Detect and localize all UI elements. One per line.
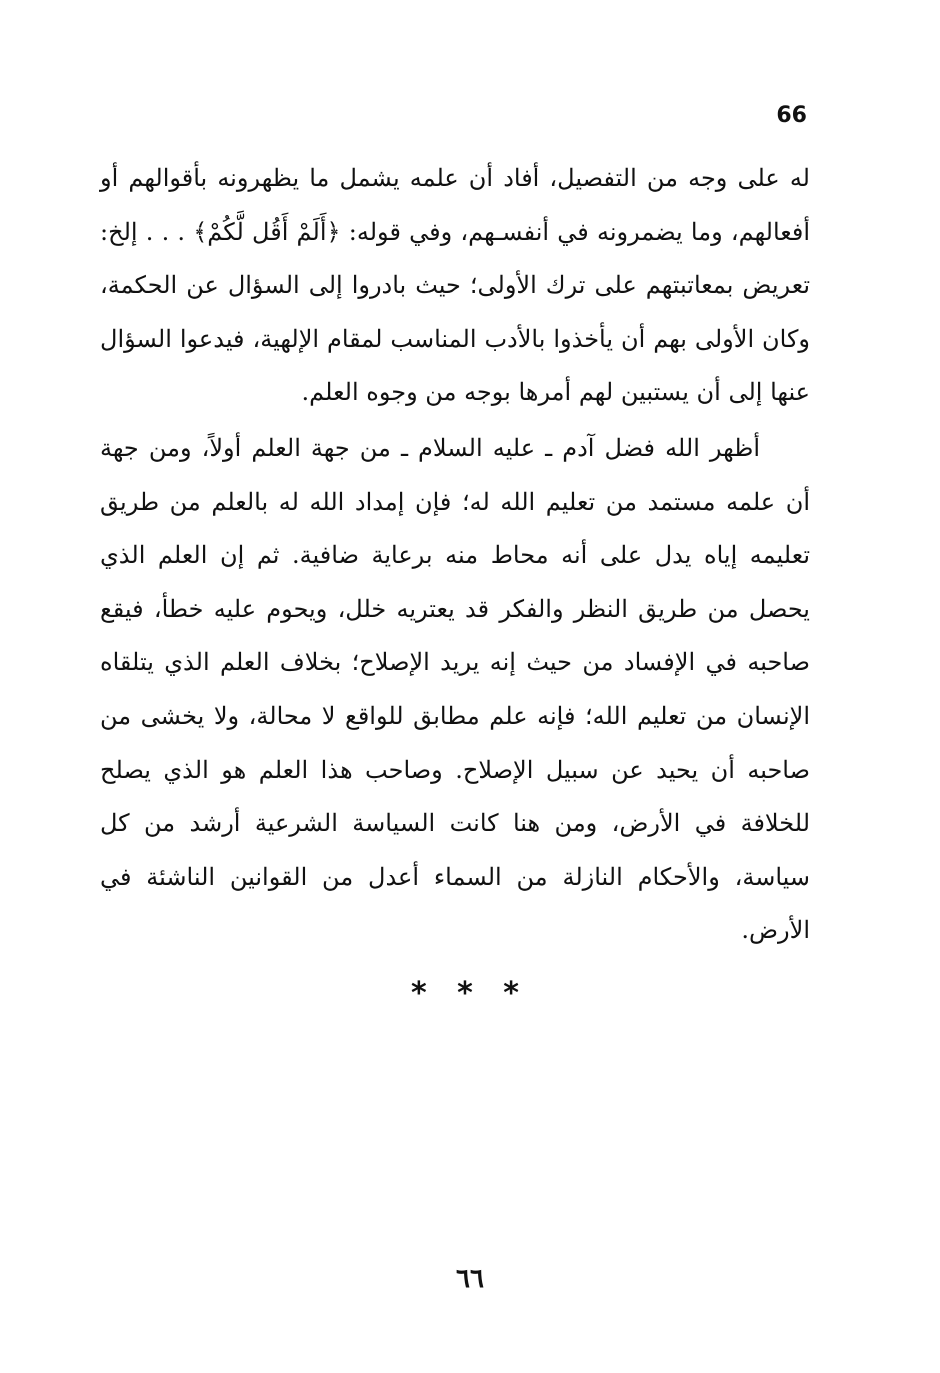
paragraph-2: أظهر الله فضل آدم ـ عليه السلام ـ من جهة العلم أولاً، ومن جهة أن علمه مستمد من تعليم الله له؛ فإن إمداد الله له بالعلم من طريق تعليمه إياه يدل على أنه محاط منه برعاية ضافية. ثم إن العلم الذي يحصل من طريق النظر والفكر قد يعتريه خلل، ويحوم عليه خطأ، فيقع صاحبه في الإفساد من حيث إنه يريد الإصلاح؛ بخلاف العلم الذي يتلقاه الإنسان من تعليم الله؛ فإنه علم مطابق للواقع لا محالة، ولا يخشى من صاحبه أن يحيد عن سبيل الإصلاح. وصاحب هذا العلم هو الذي يصلح للخلافة في الأرض، ومن هنا كانت السياسة الشرعية أرشد من كل سياسة، والأحكام النازلة من السماء أعدل من القوانين الناشئة في الأرض.	[100, 433, 810, 945]
page-number-header: 66	[776, 103, 807, 128]
body-text	[100, 152, 810, 958]
paragraph-1: له على وجه من التفصيل، أفاد أن علمه يشمل ما يظهرونه بأقوالهم أو أفعالهم، وما يضمرونه في أنفسـهم، وفي قوله: ﴿أَلَمْ أَقُل لَّكُمْ﴾ . . . إلخ: تعريض بمعاتبتهم على ترك الأولى؛ حيث بادروا إلى السؤال عن الحكمة، وكان الأولى بهم أن يأخذوا بالأدب المناسب لمقام الإلهية، فيدعوا السؤال عنها إلى أن يستبين لهم أمرها بوجه من وجوه العلم.	[100, 164, 810, 407]
page-number-footer: ٦٦	[456, 1264, 484, 1294]
section-separator: * * *	[411, 976, 529, 1011]
